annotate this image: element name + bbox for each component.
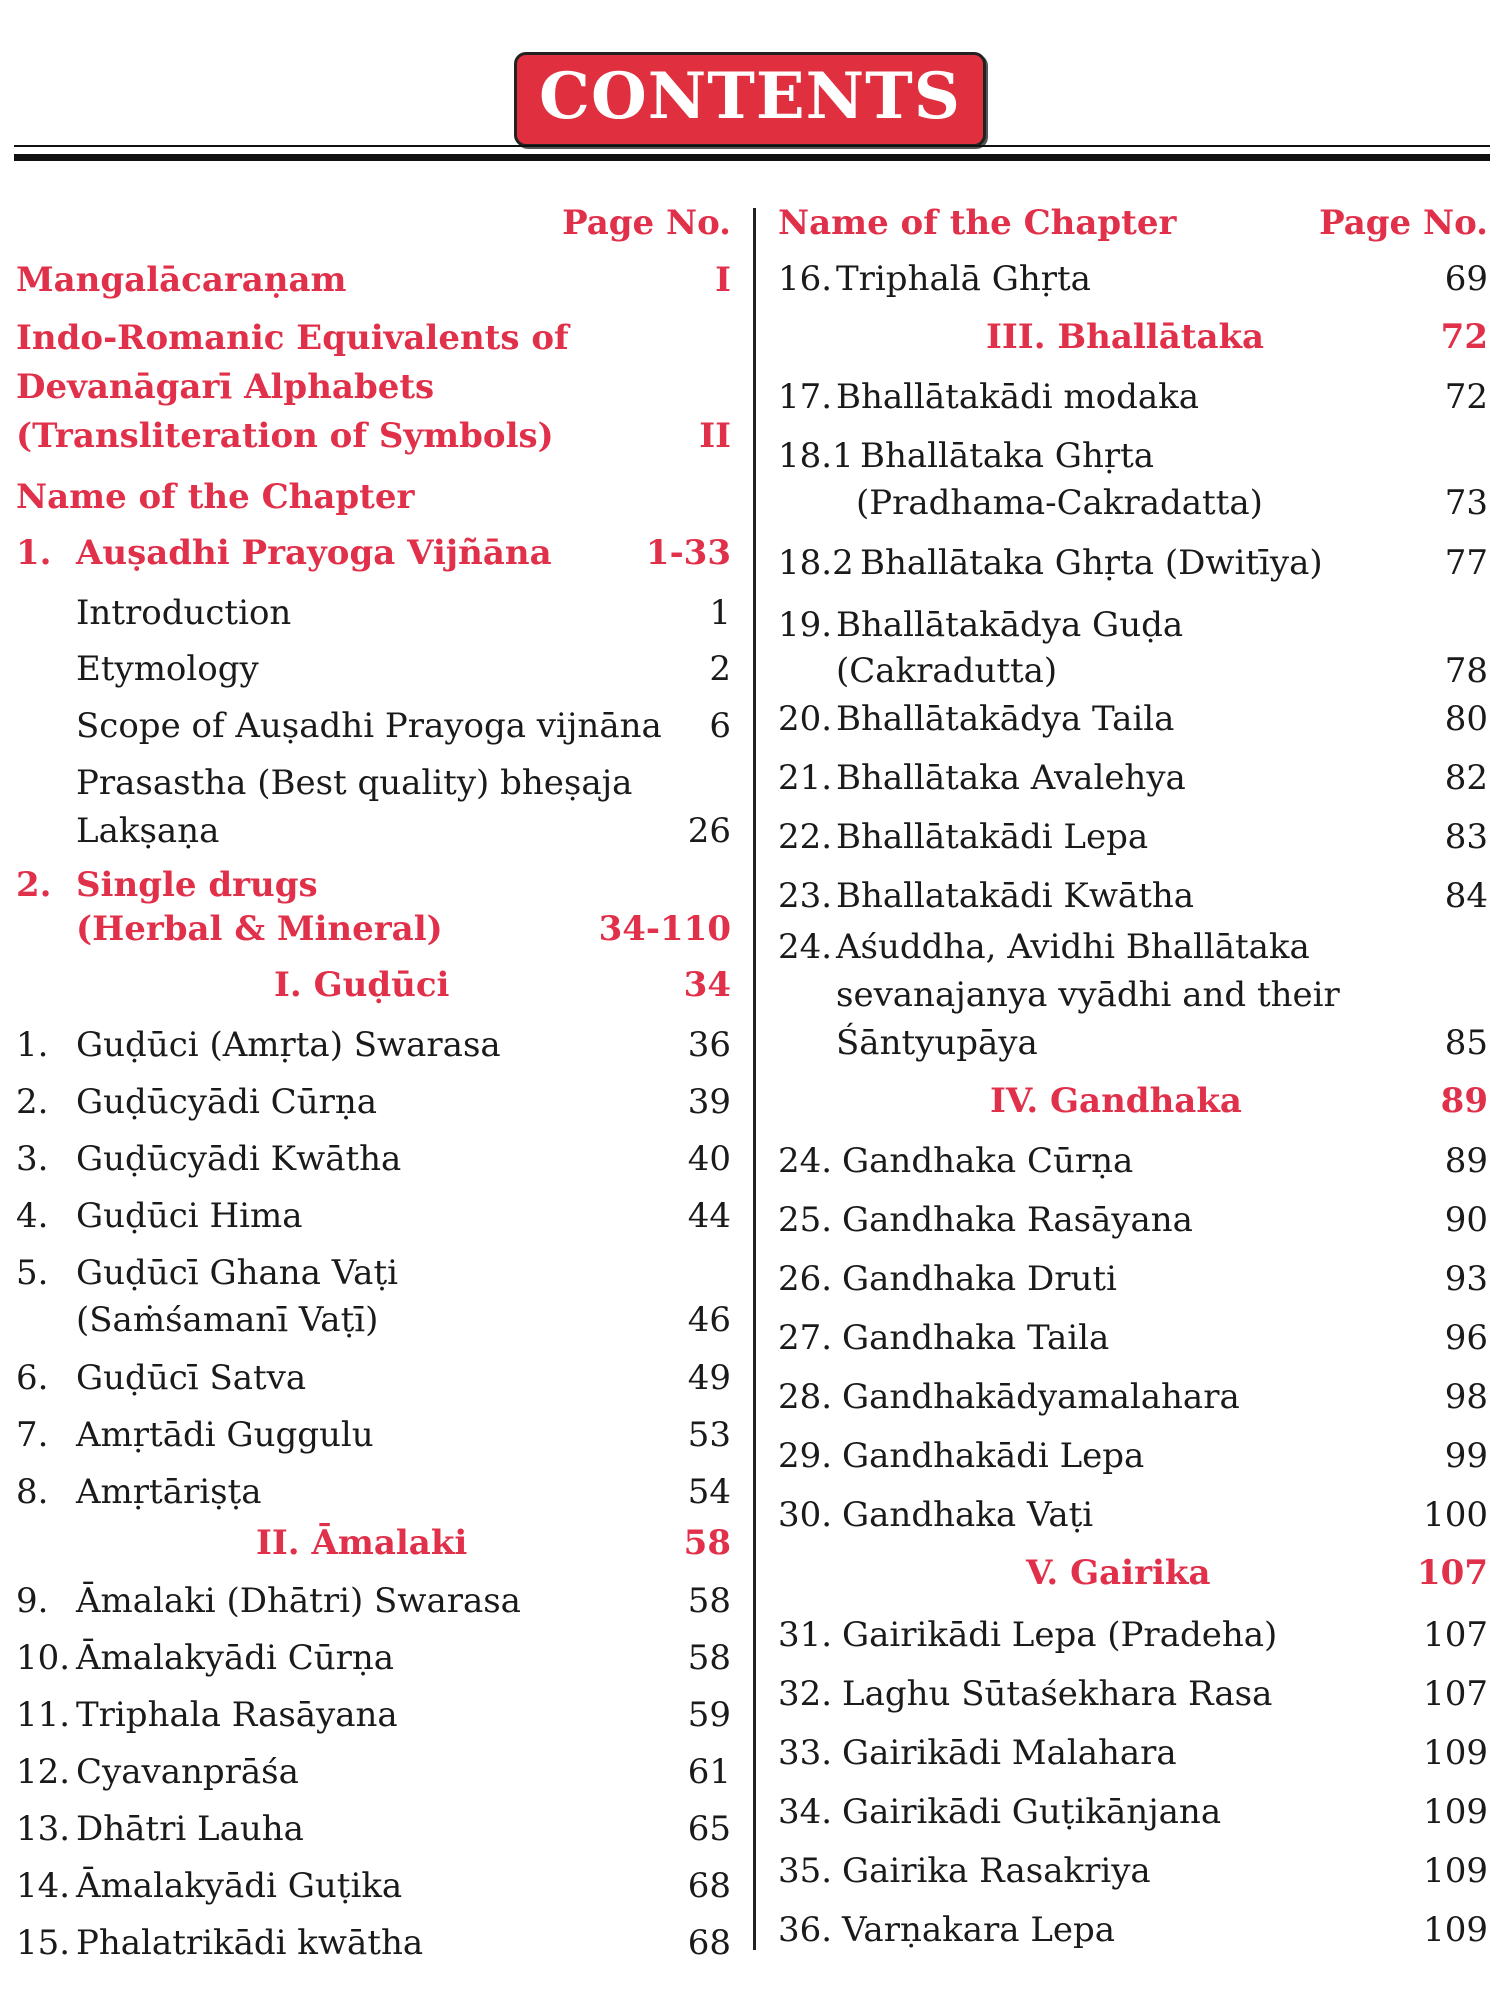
entry-label: Triphala Rasāyana	[76, 1695, 398, 1735]
entry-num: 34.	[778, 1792, 833, 1832]
section-label: IV. Gandhaka	[990, 1081, 1242, 1121]
entry-num: 18.2	[778, 543, 854, 583]
entry-label: Varṇakara Lepa	[842, 1910, 1116, 1950]
entry-label-line3: Śāntyupāya	[836, 1023, 1038, 1063]
entry-page: 83	[1444, 817, 1488, 857]
entry-page: 93	[1444, 1259, 1488, 1299]
entry-num: 19.	[778, 605, 833, 645]
entry-label: Laghu Sūtaśekhara Rasa	[842, 1674, 1273, 1714]
entry-page: 44	[687, 1196, 731, 1236]
entry-page: 107	[1423, 1674, 1488, 1714]
entry-num: 36.	[778, 1910, 833, 1950]
chapter-page: 1-33	[645, 533, 731, 573]
entry-page: 109	[1423, 1851, 1488, 1891]
header-rule-thick	[14, 154, 1490, 161]
entry-label: Bhallātaka Ghṛta (Dwitīya)	[860, 543, 1323, 583]
entry-num: 14.	[16, 1866, 71, 1906]
entry-num: 25.	[778, 1200, 833, 1240]
section-label: III. Bhallātaka	[986, 317, 1265, 357]
entry-label: Gairika Rasakriya	[842, 1851, 1151, 1891]
entry-page: 109	[1423, 1792, 1488, 1832]
contents-title: CONTENTS	[514, 52, 986, 147]
entry-page: 80	[1444, 699, 1488, 739]
entry-label-line1: Bhallātaka Ghṛta	[860, 436, 1155, 476]
section-page: 34	[683, 965, 731, 1005]
page-no-header: Page No.	[562, 203, 731, 243]
entry-num: 30.	[778, 1495, 833, 1535]
entry-label: Gandhakādi Lepa	[842, 1436, 1145, 1476]
entry-label-line1: Prasastha (Best quality) bheṣaja	[76, 763, 633, 803]
name-of-chapter-header: Name of the Chapter	[778, 203, 1177, 243]
entry-page: 40	[687, 1139, 731, 1179]
entry-page: 77	[1444, 543, 1488, 583]
title-wrap	[0, 52, 1500, 147]
entry-page: 26	[687, 811, 731, 851]
entry-page: I	[715, 260, 731, 300]
entry-num: 7.	[16, 1415, 49, 1455]
entry-num: 23.	[778, 876, 833, 916]
entry-label: Guḍūci Hima	[76, 1196, 303, 1236]
section-page: 89	[1440, 1081, 1488, 1121]
entry-page: 49	[687, 1358, 731, 1398]
section-page: 58	[683, 1523, 731, 1563]
entry-label: Gandhaka Cūrṇa	[842, 1141, 1134, 1181]
entry-label-line2: Devanāgarī Alphabets	[16, 367, 435, 407]
chapter-label-line1: Single drugs	[76, 865, 318, 905]
entry-num: 2.	[16, 1082, 49, 1122]
entry-label: Guḍūci (Amṛta) Swarasa	[76, 1025, 501, 1065]
entry-num: 10.	[16, 1638, 71, 1678]
entry-label-line2: Lakṣaṇa	[76, 811, 220, 851]
header-rule-thin	[14, 145, 1490, 147]
entry-page: 100	[1423, 1495, 1488, 1535]
entry-page: 109	[1423, 1910, 1488, 1950]
entry-num: 1.	[16, 1025, 49, 1065]
entry-label-line1: Aśuddha, Avidhi Bhallātaka	[836, 927, 1310, 967]
entry-label: Mangalācaraṇam	[16, 260, 347, 300]
entry-label: Āmalaki (Dhātri) Swarasa	[76, 1581, 521, 1621]
entry-num: 13.	[16, 1809, 71, 1849]
entry-label: Cyavanprāśa	[76, 1752, 299, 1792]
section-page: 107	[1417, 1553, 1488, 1593]
entry-label-line1: Guḍūcī Ghana Vaṭi	[76, 1253, 398, 1293]
entry-num: 28.	[778, 1377, 833, 1417]
entry-label-line1: Bhallātakādya Guḍa	[836, 605, 1184, 645]
entry-page: 61	[687, 1752, 731, 1792]
entry-page: 39	[687, 1082, 731, 1122]
entry-num: 27.	[778, 1318, 833, 1358]
entry-num: 26.	[778, 1259, 833, 1299]
entry-label-line3: (Transliteration of Symbols)	[16, 416, 554, 456]
entry-num: 29.	[778, 1436, 833, 1476]
entry-label: Gandhaka Vaṭi	[842, 1495, 1094, 1535]
entry-page: 65	[687, 1809, 731, 1849]
entry-page: 107	[1423, 1615, 1488, 1655]
entry-page: 2	[709, 649, 731, 689]
entry-label: Bhallātakādi modaka	[836, 377, 1200, 417]
entry-page: 53	[687, 1415, 731, 1455]
entry-page: 96	[1444, 1318, 1488, 1358]
chapter-num: 2.	[16, 865, 52, 905]
entry-label-line2: sevanajanya vyādhi and their	[836, 975, 1340, 1015]
entry-page: II	[699, 416, 731, 456]
entry-page: 6	[709, 706, 731, 746]
entry-page: 82	[1444, 758, 1488, 798]
entry-label: Introduction	[76, 593, 292, 633]
entry-page: 68	[687, 1866, 731, 1906]
entry-page: 36	[687, 1025, 731, 1065]
name-of-chapter-label: Name of the Chapter	[16, 477, 415, 517]
entry-num: 31.	[778, 1615, 833, 1655]
entry-label: Bhallātakādya Taila	[836, 699, 1175, 739]
entry-label: Amṛtādi Guggulu	[76, 1415, 374, 1455]
entry-label: Etymology	[76, 649, 259, 689]
page-no-header: Page No.	[1319, 203, 1488, 243]
entry-page: 84	[1444, 876, 1488, 916]
entry-num: 17.	[778, 377, 833, 417]
entry-num: 20.	[778, 699, 833, 739]
entry-num: 16.	[778, 259, 833, 299]
entry-num: 24.	[778, 1141, 833, 1181]
entry-label: Gandhaka Taila	[842, 1318, 1110, 1358]
entry-label: Dhātri Lauha	[76, 1809, 304, 1849]
entry-page: 69	[1444, 259, 1488, 299]
entry-label: Bhallatakādi Kwātha	[836, 876, 1195, 916]
entry-num: 4.	[16, 1196, 49, 1236]
section-label: V. Gairika	[1026, 1553, 1211, 1593]
entry-label: Guḍūcyādi Kwātha	[76, 1139, 402, 1179]
entry-page: 1	[709, 593, 731, 633]
entry-num: 8.	[16, 1472, 49, 1512]
chapter-num: 1.	[16, 533, 52, 573]
column-divider	[753, 208, 756, 1950]
entry-label-line2: (Pradhama-Cakradatta)	[856, 483, 1263, 523]
entry-label: Amṛtāriṣṭa	[76, 1472, 262, 1512]
entry-label: Phalatrikādi kwātha	[76, 1923, 424, 1963]
entry-label: Scope of Auṣadhi Prayoga vijnāna	[76, 706, 662, 746]
entry-label: Gandhaka Rasāyana	[842, 1200, 1193, 1240]
entry-label-line2: (Cakradutta)	[836, 651, 1058, 691]
entry-num: 35.	[778, 1851, 833, 1891]
entry-page: 89	[1444, 1141, 1488, 1181]
entry-label: Guḍūcyādi Cūrṇa	[76, 1082, 378, 1122]
entry-page: 98	[1444, 1377, 1488, 1417]
entry-page: 90	[1444, 1200, 1488, 1240]
entry-num: 9.	[16, 1581, 49, 1621]
entry-label: Gairikādi Malahara	[842, 1733, 1177, 1773]
entry-label: Bhallātaka Avalehya	[836, 758, 1186, 798]
entry-label: Guḍūcī Satva	[76, 1358, 307, 1398]
entry-num: 18.1	[778, 436, 854, 476]
entry-label-line2: (Saṁśamanī Vaṭī)	[76, 1300, 379, 1340]
entry-num: 12.	[16, 1752, 71, 1792]
entry-num: 5.	[16, 1253, 49, 1293]
entry-label: Triphalā Ghṛta	[836, 259, 1091, 299]
entry-page: 99	[1444, 1436, 1488, 1476]
entry-page: 58	[687, 1638, 731, 1678]
section-label: II. Āmalaki	[256, 1523, 468, 1563]
entry-page: 109	[1423, 1733, 1488, 1773]
entry-page: 68	[687, 1923, 731, 1963]
section-page: 72	[1440, 317, 1488, 357]
entry-num: 3.	[16, 1139, 49, 1179]
entry-num: 6.	[16, 1358, 49, 1398]
entry-page: 73	[1444, 483, 1488, 523]
entry-num: 11.	[16, 1695, 71, 1735]
chapter-label: Auṣadhi Prayoga Vijñāna	[76, 533, 552, 573]
entry-label: Āmalakyādi Guṭika	[76, 1866, 403, 1906]
entry-page: 72	[1444, 377, 1488, 417]
chapter-label-line2: (Herbal & Mineral)	[76, 909, 443, 949]
entry-label-line1: Indo-Romanic Equivalents of	[16, 318, 569, 358]
entry-num: 15.	[16, 1923, 71, 1963]
entry-label: Bhallātakādi Lepa	[836, 817, 1149, 857]
entry-page: 58	[687, 1581, 731, 1621]
entry-label: Āmalakyādi Cūrṇa	[76, 1638, 395, 1678]
entry-num: 32.	[778, 1674, 833, 1714]
entry-label: Gairikādi Lepa (Pradeha)	[842, 1615, 1278, 1655]
entry-num: 21.	[778, 758, 833, 798]
entry-num: 24.	[778, 927, 833, 967]
chapter-page: 34-110	[598, 909, 731, 949]
entry-label: Gairikādi Guṭikānjana	[842, 1792, 1222, 1832]
entry-label: Gandhaka Druti	[842, 1259, 1117, 1299]
entry-page: 54	[687, 1472, 731, 1512]
entry-page: 46	[687, 1300, 731, 1340]
entry-page: 85	[1444, 1023, 1488, 1063]
entry-page: 78	[1444, 651, 1488, 691]
entry-num: 33.	[778, 1733, 833, 1773]
entry-num: 22.	[778, 817, 833, 857]
section-label: I. Guḍūci	[274, 965, 450, 1005]
entry-label: Gandhakādyamalahara	[842, 1377, 1240, 1417]
entry-page: 59	[687, 1695, 731, 1735]
